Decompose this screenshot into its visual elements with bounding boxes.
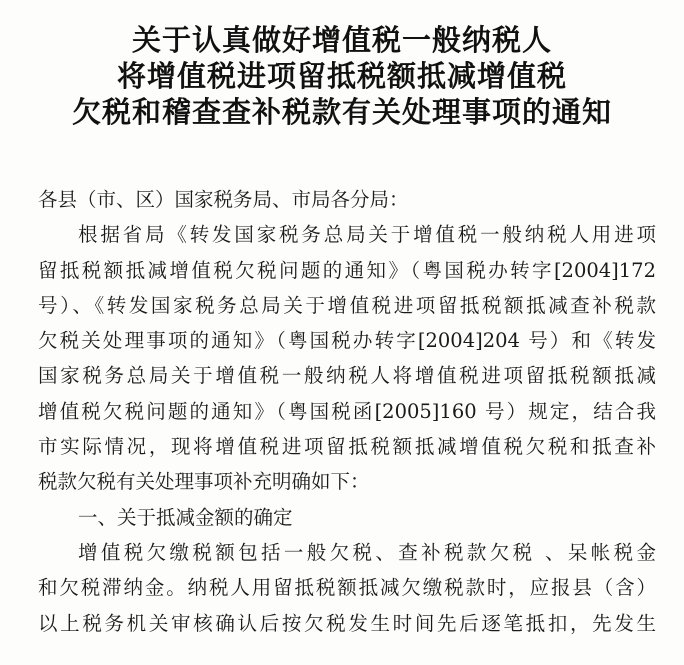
paragraph-line: 增值税欠缴税额包括一般欠税、查补税款欠税 、呆帐税金 [78,540,656,564]
salutation: 各县（市、区）国家税务局、市局各分局： [38,188,409,211]
title-line: 将增值税进项留抵税额抵减增值税 [116,59,567,93]
paragraph-line: 增值税欠税问题的通知》（粤国税函[2005]160 号）规定，结合我 [38,399,656,423]
paragraph-line: 和欠税滞纳金。纳税人用留抵税额抵减欠缴税款时，应报县（含） [38,576,656,600]
document-body [38,182,656,641]
paragraph-line: 市实际情况，现将增值税进项留抵税额抵减增值税欠税和抵查补 [38,435,656,459]
paragraph-line: 税款欠税有关处理事项补充明确如下： [38,470,370,494]
paragraph-line: 以上税务机关审核确认后按欠税发生时间先后逐笔抵扣，先发生 [38,611,656,635]
paragraph-line: 欠税关处理事项的通知》（粤国税办转字[2004]204 号）和《转发 [38,329,656,353]
paragraph-line: 留抵税额抵减增值税欠税问题的通知》（粤国税办转字[2004]172 [38,258,656,282]
document-title [0,22,684,130]
title-line: 欠税和稽查查补税款有关处理事项的通知 [71,95,612,129]
paragraph-line: 号）、《转发国家税务总局关于增值税进项留抵税额抵减查补税款 [38,293,656,317]
paragraph-line: 国家税务总局关于增值税一般纳税人将增值税进项留抵税额抵减 [38,364,656,388]
title-line: 关于认真做好增值税一般纳税人 [131,23,552,57]
paragraph-line: 根据省局《转发国家税务总局关于增值税一般纳税人用进项 [78,223,656,247]
section-heading: 一、关于抵减金额的确定 [78,505,293,529]
